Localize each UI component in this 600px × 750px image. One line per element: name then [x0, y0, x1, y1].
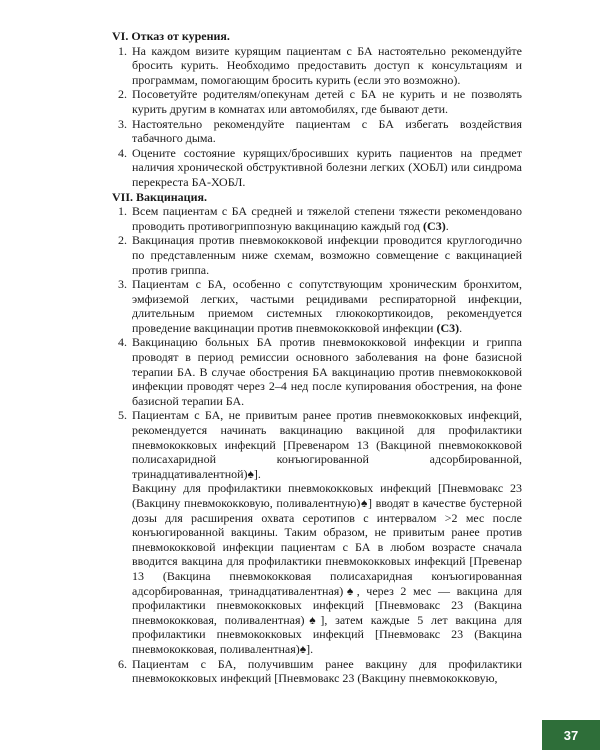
item-text-main: Всем пациентам с БА средней и тяжелой степени тяжести рекомендовано проводить противогриппозную вакцинацию каждый год — [132, 204, 522, 233]
item-number: 5. — [118, 408, 127, 423]
item-text — [132, 204, 522, 233]
list-item — [112, 335, 522, 408]
list-item — [112, 657, 522, 686]
item-text: Вакцинация против пневмококковой инфекции проводится круглогодично по представленным ниже схемам, возможно совмещение с вакцинацией против гриппа. — [132, 233, 522, 277]
item-text: Посоветуйте родителям/опекунам детей с БА не курить и не позволять курить другим в комнатах или автомобилях, где бывают дети. — [132, 87, 522, 116]
list-item — [112, 233, 522, 277]
item-text-tail: . — [459, 320, 463, 335]
item-text: Оцените состояние курящих/бросивших курить пациентов на предмет наличия хронической обструктивной болезни легких (ХОБЛ) или синдрома перекреста БА-ХОБЛ. — [132, 145, 522, 189]
page-number-badge: 37 — [542, 720, 600, 750]
list-item — [112, 408, 522, 656]
section-title-smoking: VI. Отказ от курения. — [112, 29, 230, 43]
item-text: Настоятельно рекомендуйте пациентам с БА избегать воздействия табачного дыма. — [132, 116, 522, 146]
item-text-tail: . — [445, 218, 449, 233]
item-number: 1. — [118, 43, 127, 58]
evidence-level: (С3) — [436, 320, 460, 335]
list-item — [112, 146, 522, 190]
item-number: 1. — [118, 204, 127, 219]
list-item — [112, 204, 522, 233]
item-text — [132, 277, 522, 335]
item-number: 6. — [118, 656, 127, 671]
item-number: 3. — [118, 116, 127, 131]
item-text-continued: Вакцину для профилактики пневмококковых инфекций [Пневмовакс 23 (Вакцину пневмококковую, поливалентную)♠] вводят в качестве бустерной дозы для расширения охвата серотипов с интервалом >2 мес после конъюгированной вакцины. Таким образом, не привитым ранее против пневмококковой инфекции пациентам с БА в любом возрасте сначала вводится вакцина для профилактики пневмококковых инфекций [Превенар 13 (Вакцина пневмококковая полисахаридная конъюгированная адсорбированная, тринадцативалентная)♠, через 2 мес — вакцина для профилактики пневмококковых инфекций [Пневмовакс 23 (Вакцина пневмококковая, поливалентная)♠], затем каждые 5 лет вакцина для профилактики пневмококковых инфекций [Пневмовакс 23 (Вакцина пневмококковая, поливалентная)♠]. — [132, 481, 522, 656]
item-text-main: Пациентам с БА, особенно с сопутствующим хроническим бронхитом, эмфиземой легких, частыми рецидивами респираторной инфекции, длительным приемом системных глюкокортикоидов, рекомендуется проведение вакцинации против пневмококковой инфекции — [132, 277, 522, 335]
list-item — [112, 44, 522, 88]
item-text: Пациентам с БА, не привитым ранее против пневмококковых инфекций, рекомендуется начинать вакцинацию вакциной для профилактики пневмококковых инфекций [Превенаром 13 (Вакциной пневмококковой полисахаридной конъюгированной адсорбированной, тринадцативалентной)♠]. — [132, 408, 522, 481]
item-number: 2. — [118, 87, 127, 102]
evidence-level: (С3) — [423, 218, 446, 233]
list-item — [112, 117, 522, 146]
list-item — [112, 277, 522, 335]
list-item — [112, 87, 522, 116]
item-text: Вакцинацию больных БА против пневмококковой инфекции и гриппа проводят в период ремиссии основного заболевания на фоне базисной терапии БА. В случае обострения БА вакцинацию против пневмококковой инфекции проводят через 2–4 нед после купирования обострения, на фоне базисной терапии БА. — [132, 335, 522, 408]
document-body — [112, 29, 522, 686]
item-text: На каждом визите курящим пациентам с БА настоятельно рекомендуйте бросить курить. Необходимо предоставить доступ к консультациям и программам, помогающим бросить курить (если это возможно). — [132, 43, 522, 87]
item-number: 2. — [118, 233, 127, 248]
item-text: Пациентам с БА, получившим ранее вакцину для профилактики пневмококковых инфекций [Пневмовакс 23 (Вакцину пневмококковую, — [132, 656, 522, 686]
item-number: 4. — [118, 145, 127, 160]
item-number: 4. — [118, 335, 127, 350]
item-number: 3. — [118, 277, 127, 292]
section-title-vaccination: VII. Вакцинация. — [112, 189, 207, 204]
